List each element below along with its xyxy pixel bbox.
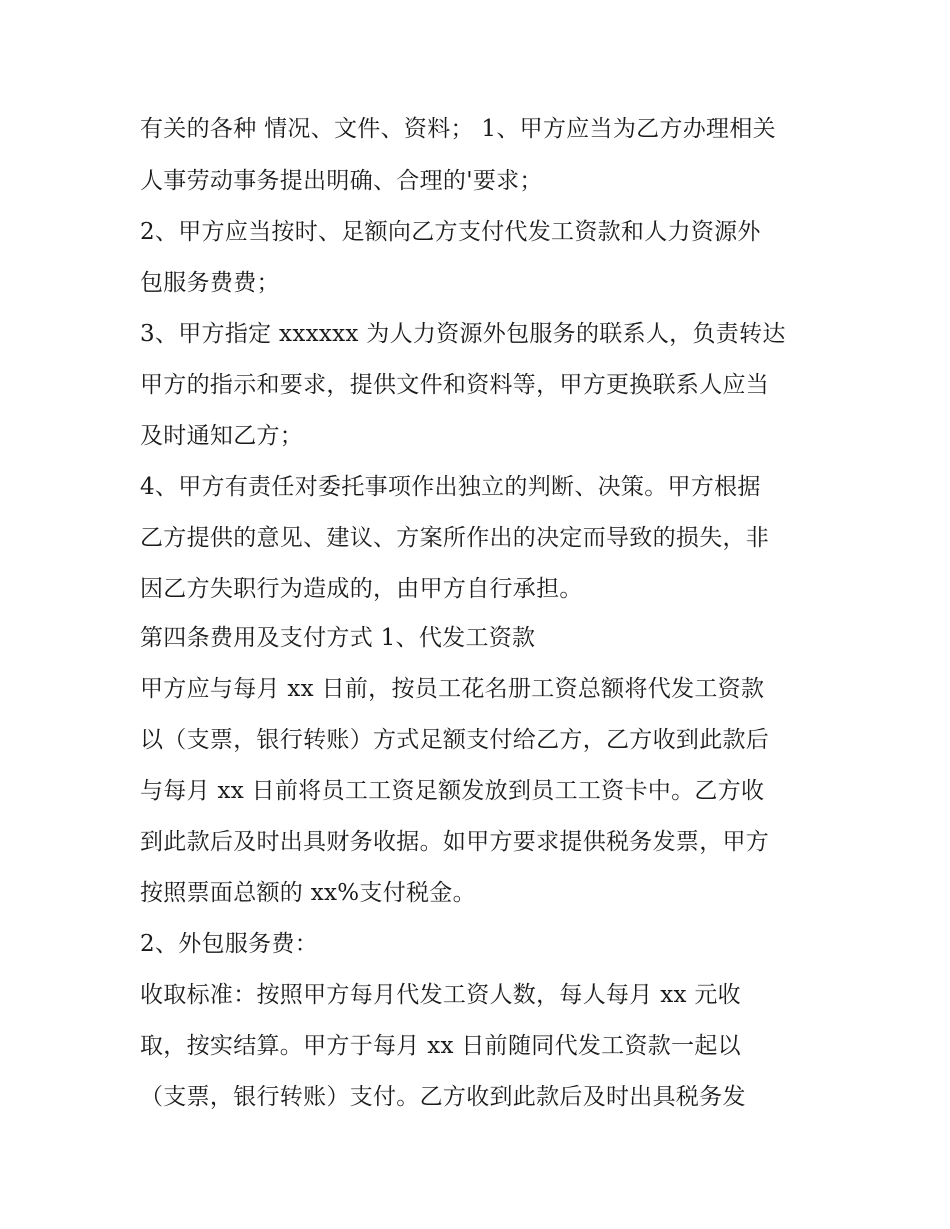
text-line: 收取标准：按照甲方每月代发工资人数，每人每月 xx 元收 (140, 982, 741, 1008)
text-line: 人事劳动事务提出明确、合理的'要求； (140, 168, 543, 194)
text-line: 取，按实结算。甲方于每月 xx 日前随同代发工资款一起以 (140, 1033, 741, 1059)
text-line: 与每月 xx 日前将员工工资足额发放到员工工资卡中。乙方收 (140, 778, 765, 804)
text-line: 按照票面总额的 xx%支付税金。 (140, 880, 476, 906)
text-line: 因乙方失职行为造成的，由甲方自行承担。 (140, 576, 583, 602)
text-line: 2、外包服务费： (140, 931, 319, 957)
text-line: 甲方应与每月 xx 日前，按员工花名册工资总额将代发工资款 (140, 676, 765, 702)
text-line: 包服务费费； (140, 270, 280, 296)
text-line: 有关的各种 情况、文件、资料； 1、甲方应当为乙方办理相关 (140, 116, 776, 142)
text-line: 以（支票，银行转账）方式足额支付给乙方，乙方收到此款后 (140, 727, 770, 753)
text-line: 到此款后及时出具财务收据。如甲方要求提供税务发票，甲方 (140, 829, 770, 855)
text-line: 2、甲方应当按时、足额向乙方支付代发工资款和人力资源外 (140, 219, 761, 245)
text-line: 甲方的指示和要求，提供文件和资料等，甲方更换联系人应当 (140, 372, 770, 398)
section-heading: 第四条费用及支付方式 1、代发工资款 (140, 625, 536, 651)
text-line: 4、甲方有责任对委托事项作出独立的判断、决策。甲方根据 (140, 474, 761, 500)
text-line: （支票，银行转账）支付。乙方收到此款后及时出具税务发 (140, 1084, 746, 1110)
text-line: 3、甲方指定 xxxxxx 为人力资源外包服务的联系人，负责转达 (140, 321, 786, 347)
text-line: 乙方提供的意见、建议、方案所作出的决定而导致的损失，非 (140, 525, 770, 551)
text-line: 及时通知乙方； (140, 423, 304, 449)
